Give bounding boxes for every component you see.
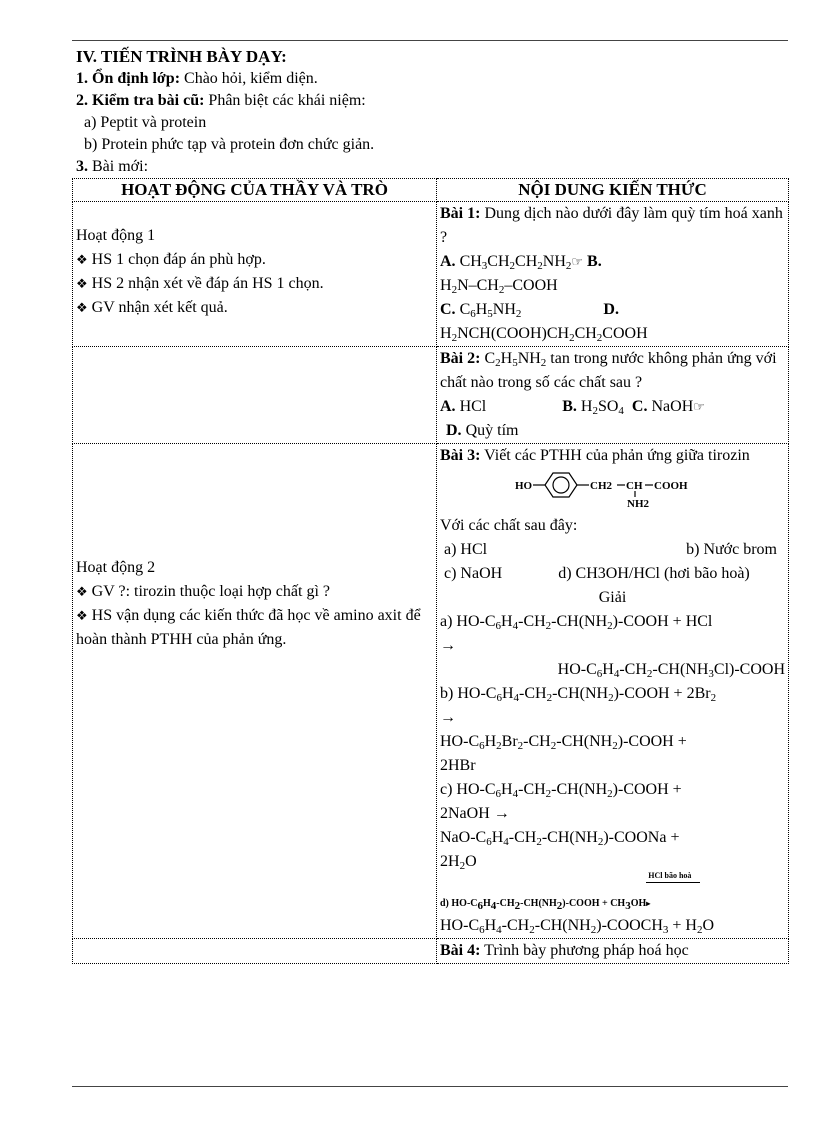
bullet-icon: ❖ — [76, 584, 88, 599]
reaction-b-product: $HO-C_6H_2Br_2-CH_2-CH(NH_2)$-COOH + 2HBr — [440, 733, 687, 774]
reaction-d-product: $HO-C_6H_4-CH_2-CH(NH_2)-COOCH_3 + H_2O$ — [440, 917, 715, 936]
exercise-2-question: Bài 2: $C_2H_5NH_2$ tan trong nước không phản ứng với chất nào trong số các chất sau ? — [440, 350, 777, 391]
structure-cooh: COOH — [653, 480, 688, 492]
step-2-b: b) Protein phức tạp và protein đơn chức giản. — [84, 136, 375, 153]
empty-activity-cell — [73, 939, 437, 964]
bullet-icon: ❖ — [76, 276, 88, 291]
bullet-icon: ❖ — [76, 252, 88, 267]
reaction-d: d) $HO-C_6H_4-CH_2-CH(NH_2)$-COOH + $CH_3OH$ HCl bão hoà ▸ — [440, 874, 785, 914]
exercise-1-option-c: C. $C_6H_5NH_2$ D. — [440, 301, 619, 320]
activity-1-cell — [73, 202, 437, 347]
section-title: IV. TIẾN TRÌNH BÀY DẠY: — [76, 47, 287, 66]
activity-1-item: ❖ HS 2 nhận xét về đáp án HS 1 chọn. — [76, 275, 324, 292]
exercise-1-option-b: $H_2N-CH_2$–COOH — [440, 277, 558, 296]
activity-1-item: ❖ GV nhận xét kết quả. — [76, 299, 228, 316]
step-3-label: 3. — [76, 158, 88, 175]
activity-2-cell — [73, 444, 437, 939]
table-header-row — [73, 179, 789, 202]
exercise-1-option-a: A. $CH_3CH_2CH_2NH_2☞$ B. — [440, 253, 602, 272]
exercise-3-cell — [437, 444, 789, 939]
col-content-header: NỘI DUNG KIẾN THỨC — [437, 179, 789, 202]
activity-1-item: ❖ HS 1 chọn đáp án phù hợp. — [76, 251, 266, 268]
reaction-a: a) $HO-C_6H_4-CH_2-CH(NH_2)$-COOH + HCl — [440, 613, 713, 632]
col-activity-header: HOẠT ĐỘNG CỦA THẦY VÀ TRÒ — [73, 179, 437, 202]
table-row — [73, 939, 789, 964]
step-3-text: Bài mới: — [88, 158, 149, 175]
reaction-a-arrow: → — [440, 637, 456, 654]
exercise-4-question: Bài 4: Trình bày phương pháp hoá học — [440, 942, 689, 959]
exercise-2-option-d: D. Quỳ tím — [446, 422, 519, 439]
reaction-d-condition: HCl bão hoà — [648, 871, 692, 880]
solution-heading: Giải — [598, 589, 627, 606]
activity-2-item: ❖ HS vận dụng các kiến thức đã học về amino axit để hoàn thành PTHH của phản ứng. — [76, 607, 421, 648]
exercise-2-options: A. HCl B. $H_2SO_4$ C. NaOH☞ — [440, 398, 705, 417]
reaction-c: c) $HO-C_6H_4-CH_2-CH(NH_2)$-COOH + 2NaOH → — [440, 781, 682, 822]
exercise-3-with: Với các chất sau đây: — [440, 517, 578, 534]
structure-ch: CH — [625, 480, 642, 492]
empty-activity-cell — [73, 347, 437, 444]
exercise-3-options-cd: c) NaOH d) CH3OH/HCl (hơi bão hoà) — [444, 565, 750, 582]
step-2-a: a) Peptit và protein — [84, 114, 207, 131]
exercise-1-question: Bài 1: Dung dịch nào dưới đây làm quỳ tím hoá xanh ? — [440, 205, 783, 246]
reaction-b: b) $HO-C_6H_4-CH_2-CH(NH_2)$-COOH + $2Br_2$ — [440, 685, 717, 704]
activity-1-title: Hoạt động 1 — [76, 227, 156, 244]
page-content — [76, 46, 790, 964]
lesson-table — [72, 178, 789, 964]
structure-ch2: CH2 — [589, 480, 612, 492]
exercise-3-options-ab: a) HCl b) Nước brom — [444, 541, 777, 558]
table-row — [73, 444, 789, 939]
tyrosine-structure — [493, 470, 733, 510]
step-3 — [76, 156, 790, 178]
step-1-label: 1. Ổn định lớp: — [76, 70, 181, 87]
footer-rule — [72, 1086, 788, 1087]
table-row — [73, 202, 789, 347]
exercise-1-option-d: $H_2NCH(COOH)CH_2CH_2COOH$ — [440, 325, 648, 344]
reaction-b-arrow: → — [440, 709, 456, 726]
answer-mark-icon: ☞ — [571, 254, 584, 269]
structure-nh2: NH2 — [626, 498, 649, 510]
table-row — [73, 347, 789, 444]
exercise-3-question: Bài 3: Viết các PTHH của phản ứng giữa tirozin — [440, 447, 750, 464]
step-2-label: 2. Kiểm tra bài cũ: — [76, 92, 205, 109]
step-2-text: Phân biệt các khái niệm: — [204, 92, 366, 109]
activity-2-item: ❖ GV ?: tirozin thuộc loại hợp chất gì ? — [76, 583, 330, 600]
step-1 — [76, 68, 790, 90]
bullet-icon: ❖ — [76, 300, 88, 315]
activity-2-title: Hoạt động 2 — [76, 559, 156, 576]
exercise-1-cell — [437, 202, 789, 347]
exercise-2-cell — [437, 347, 789, 444]
step-2 — [76, 90, 790, 112]
bullet-icon: ❖ — [76, 608, 88, 623]
reaction-c-product: NaO-$C_6H_4-CH_2-CH(NH_2)$-COONa + $2H_2O$ — [440, 829, 680, 872]
exercise-4-cell — [437, 939, 789, 964]
answer-mark-icon: ☞ — [693, 399, 705, 414]
reaction-a-product: $HO-C_6H_4-CH_2-CH(NH_3Cl)$-COOH — [557, 661, 785, 680]
header-rule — [72, 40, 788, 41]
step-1-text: Chào hỏi, kiểm diện. — [180, 70, 318, 87]
structure-ho: HO — [514, 480, 532, 492]
